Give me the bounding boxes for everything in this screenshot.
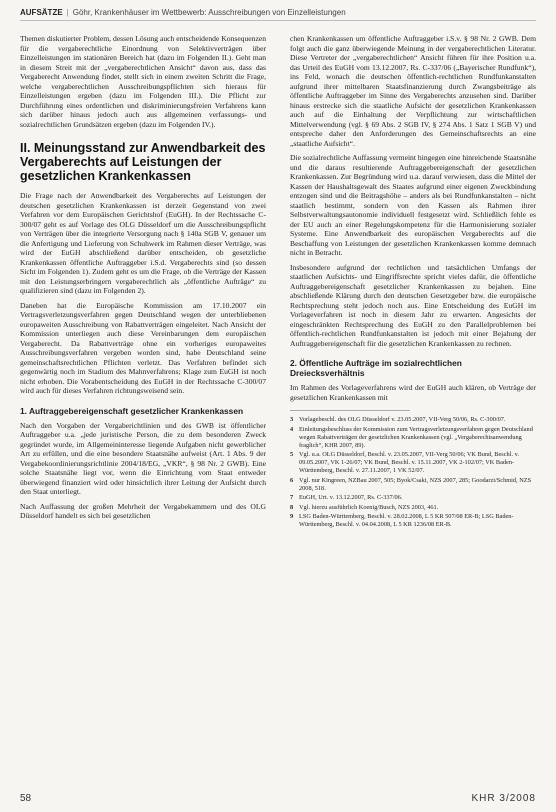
body-paragraph: Im Rahmen des Vorlageverfahrens wird der EuGH auch klären, ob Verträge der gesetzlichen Krankenkassen mit [290, 383, 536, 402]
journal-issue: KHR 3/2008 [471, 793, 536, 804]
intro-paragraph: Themen diskutierter Problem, dessen Lösung auch entscheidende Konsequenzen für die vergaberechtliche Einordnung von Selektivverträgen über Einzelleistungen im stationären Bereich hat (dazu im Folgenden II.). Geht man in diesem Streit mit der „vergaberechtlichen Ansicht“ davon aus, dass das Vergaberecht Anwendung findet, stellt sich in einem zweiten Schritt die Frage, welche vergaberechtlichen Ausschreibungspflichten sich hieraus für Einzelleistungen ergeben (dazu im Folgenden III.). Die Pflicht zur Durchführung eines ordentlichen und diskriminierungsfreien Verfahrens kann sich darüber hinaus jedoch auch aus allgemeinen verfassungs- und sozialrechtlichen Grundsätzen ergeben (dazu im Folgenden IV.). [20, 34, 266, 129]
body-paragraph: Die Frage nach der Anwendbarkeit des Vergaberechts auf Leistungen der deutschen gesetzlichen Krankenkassen ist derzeit Gegenstand von zwei Verfahren vor dem Europäischen Gerichtshof (EuGH). In der Rechtssache C-300/07 geht es auf Vorlage des OLG Düsseldorf um die Ausschreibungspflicht von Verträgen über die integrierte Versorgung nach § 140a SGB V, genauer um die Anfertigung und Lieferung von Schuhwerk im Rahmen dieser Verträge, was wird der EuGH abschließend darüber entscheiden, ob gesetzliche Krankenkassen öffentliche Auftraggeber i.S.d. Vergaberechts sind (so dessen Sicht im Folgenden 1). Zudem geht es um die Frage, ob die Verträge der Kassen mit den Leistungserbringern vergaberechtlich als „öffentliche Aufträge“ zu qualifizieren sind (dazu im Folgenden 2). [20, 191, 266, 295]
footnote-divider [290, 410, 410, 411]
section-label: AUFSÄTZE [20, 8, 63, 17]
footnote: 8 Vgl. hierzu ausführlich Koenig/Busch, NZS 2003, 461. [290, 503, 439, 511]
body-paragraph: Nach den Vorgaben der Vergaberichtlinien und des GWB ist öffentlicher Auftraggeber u.a. „jede juristische Person, die zu dem besonderen Zweck gegründet wurde, im Allgemeininteresse liegende Aufgaben nicht gewerblicher Art zu erfüllen, und die eine besondere Staatsnähe aufweist (Art. 1 Abs. 9 der Vergabekoordinierungsrichtlinie 2004/18/EG, „VKR“, § 98 Nr. 2 GWB). Eine solche Staatsnähe liegt vor, wenn die Einrichtung vom Staat entweder überwiegend finanziert wird oder hinsichtlich ihrer Leitung der Aufsicht durch den Staat unterliegt. [20, 420, 266, 496]
body-paragraph: Nach Auffassung der großen Mehrheit der Vergabekammern und des OLG Düsseldorf handelt es sich bei gesetzlichen [20, 501, 266, 520]
right-column [290, 34, 536, 531]
page-footer [20, 793, 536, 804]
body-paragraph: Die sozialrechtliche Auffassung vermeint hingegen eine hinreichende Staatsnähe und die daraus resultierende Auftraggebereigenschaft der gesetzlichen Krankenkassen. Zur Begründung wird u.a. darauf verwiesen, dass die Mittel der Kassen der Haushaltsgewalt des Staates aufgrund einer eigenen Zweckbindung entzogen sind und die Beitragshöhe – anders als bei Rundfunkanstalten – nicht staatlich bestimmt, sondern von den Kassen als Rahmen ihrer Selbstverwaltungsautonomie individuell festgesetzt wird. Schließlich fehle es der EU auch an einer Regelungskompetenz für die Harmonisierung sozialer Systeme. Eine Anwendbarkeit des europäischen Vergaberechts auf die Beschaffung von Leistungen der gesetzlichen Krankenkassen komme demnach nicht in Betracht. [290, 153, 536, 257]
running-header [20, 8, 536, 21]
body-paragraph: chen Krankenkassen um öffentliche Auftraggeber i.S.v. § 98 Nr. 2 GWB. Dem folgt auch die ganz überwiegende Meinung in der vergaberechtlichen Literatur. Diese Vertreter der „vergaberechtlichen“ Ansicht führen für ihre Position u.a. das Urteil des EuGH vom 13.12.2007, Rs. C-337/06 („Bayerischer Rundfunk“), ins Feld, wonach die deutschen öffentlich-rechtlichen Rundfunkanstalten aufgrund ihrer mittelbaren Staatsfinanzierung durch Zwangsbeiträge als öffentliche Auftraggeber im Sinne des Vergaberechts anzusehen sind. Darüber hinaus erstrecke sich die staatliche Aufsicht der gesetzlichen Krankenkassen auch auf die Einhaltung der Verpflichtung zur wirtschaftlichen Mittelverwendung (vgl. § 69 Abs. 2 SGB IV, § 274 Abs. 1 Satz 1 SGB V) und entspreche daher den Anforderungen des Gemeinschaftsrechts an eine „staatliche Aufsicht“. [290, 34, 536, 148]
section-heading: II. Meinungsstand zur Anwendbarkeit des Vergaberechts auf Leistungen der gesetzlichen Krankenkassen [20, 141, 266, 183]
footnote: 3 Vorlagebeschl. des OLG Düsseldorf v. 23.05.2007, VII-Verg 50/06, Rs. C-300/07. [290, 416, 506, 423]
subsection-heading: 1. Auftraggebereigenschaft gesetzlicher Krankenkassen [20, 405, 244, 416]
header-separator: | [66, 8, 69, 17]
subsection-heading: 2. Öffentliche Aufträge im sozialrechtlichen Dreiecksverhältnis [290, 358, 462, 378]
footnote: 5 Vgl. u.a. OLG Düsseldorf, Beschl. v. 23.05.2007, VII-Verg 50/06; VK Bund, Beschl. v. 09.05.2007, VK 1-26/07; VK Bund, Beschl. v. 15.11.2007, VK 2-102/07; VK Baden-Württemberg, Beschl. v. 27.11.2007, 1 VK 52/07. [290, 451, 519, 474]
footnote: 9 LSG Baden-Württemberg, Beschl. v. 28.02.2008, L 5 KR 507/08 ER-B; LSG Baden-Württemberg, Beschl. v. 04.04.2008, L 5 KR 1236/08 ER-B. [290, 513, 514, 528]
footnote: 6 Vgl. nur Kingreen, NZBau 2007, 505; Byok/Csaki, NZS 2007, 285; Goodarzi/Schmid, NZS 2008, 518. [290, 476, 532, 492]
footnote: 4 Einleitungsbeschluss der Kommission zum Vertragsverletzungsverfahren gegen Deutschland wegen Rabattverträgen der gesetzlichen Krankenkassen (vgl. „Vergaberechtsanwendung fraglich“, KHR 2007, 89). [290, 425, 533, 449]
body-paragraph: Insbesondere aufgrund der rechtlichen und tatsächlichen Umfangs der staatlichen Aufsichts- und Eingriffsrechte spricht vieles dafür, die öffentliche Auftraggebereigenschaft gesetzlicher Krankenkassen zu bejahen. Eine abschließende Klärung durch den deutschen Gesetzgeber bzw. die europäische Rechtsprechung steht jedoch noch aus. Eine Entscheidung des EuGH im Vorlageverfahren ist noch in diesem Jahr zu erwarten. Angesichts der eingeschränkten Rechtsprechung des EuGH zu den Parallelproblemen bei öffentlich-rechtlichen Rundfunkanstalten ist jedoch mit einer Bejahung der Auftraggebereigenschaft für die gesetzlichen Krankenkassen zu rechnen. [290, 262, 536, 348]
running-title: Göhr, Krankenhäuser im Wettbewerb: Ausschreibungen von Einzelleistungen [72, 8, 346, 17]
footnotes [290, 416, 536, 529]
page-number: 58 [20, 793, 32, 804]
footnote: 7 EuGH, Urt. v. 13.12.2007, Rs. C-337/06. [290, 494, 403, 501]
body-paragraph: Daneben hat die Europäische Kommission am 17.10.2007 ein Vertragsverletzungsverfahren gegen Deutschland wegen der unterbliebenen europaweiten Ausschreibung von Rabattverträgen eingeleitet. Nach Ansicht der Kommission unterliegen auch diese Vereinbarungen dem europäischen Vergaberecht. Da Rabattverträge ohne ein vorheriges europaweites Ausschreibungsverfahren vergeben worden sind, habe Deutschland seine gemeinschaftsrechtlichen Pflichten verletzt. Das Verfahren befindet sich gegenwärtig noch im Stadium des Mahnverfahrens; Klage zum EuGH ist noch nicht erhoben. Die Vorabentscheidung des EuGH in der Rechtssache C-300/07 wird auch für dieses Verfahren richtungsweisend sein. [20, 300, 266, 395]
left-column [20, 34, 266, 526]
